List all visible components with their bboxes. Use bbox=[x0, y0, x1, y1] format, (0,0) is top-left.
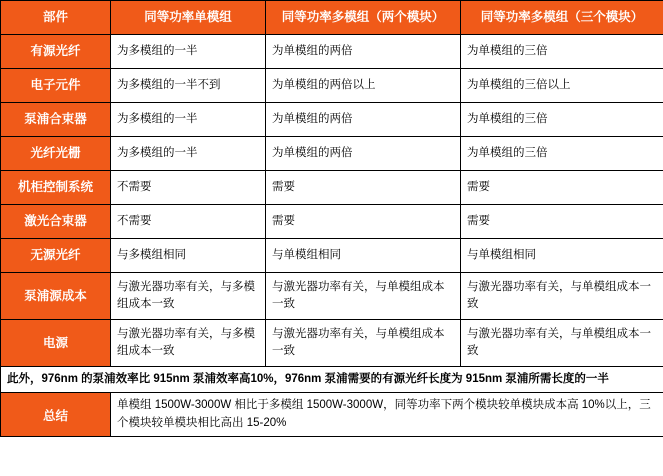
row-header-power-supply: 电源 bbox=[1, 320, 111, 367]
cell-electronic-components-three: 为单模组的三倍以上 bbox=[461, 69, 663, 103]
cell-power-supply-three: 与激光器功率有关，与单模组成本一致 bbox=[461, 320, 663, 367]
cell-fiber-grating-single: 为多模组的一半 bbox=[111, 137, 266, 171]
cell-cabinet-control-system-single: 不需要 bbox=[111, 171, 266, 205]
cell-laser-combiner-two: 需要 bbox=[266, 205, 461, 239]
cell-laser-combiner-single: 不需要 bbox=[111, 205, 266, 239]
table-row bbox=[1, 137, 663, 171]
cell-pump-combiner-three: 为单模组的三倍 bbox=[461, 103, 663, 137]
table-row bbox=[1, 205, 663, 239]
cell-electronic-components-single: 为多模组的一半不到 bbox=[111, 69, 266, 103]
row-header-pump-combiner: 泵浦合束器 bbox=[1, 103, 111, 137]
summary-text: 单模组 1500W-3000W 相比于多模组 1500W-3000W，同等功率下两个模块较单模块成本高 10%以上，三个模块较单模块相比高出 15-20% bbox=[111, 393, 663, 437]
cell-passive-fiber-three: 与单模组相同 bbox=[461, 239, 663, 273]
cell-power-supply-two: 与激光器功率有关，与单模组成本一致 bbox=[266, 320, 461, 367]
cell-electronic-components-two: 为单模组的两倍以上 bbox=[266, 69, 461, 103]
cell-fiber-grating-three: 为单模组的三倍 bbox=[461, 137, 663, 171]
cell-cabinet-control-system-two: 需要 bbox=[266, 171, 461, 205]
cell-pump-source-cost-single: 与激光器功率有关，与多模组成本一致 bbox=[111, 273, 266, 320]
cell-pump-source-cost-two: 与激光器功率有关，与单模组成本一致 bbox=[266, 273, 461, 320]
column-header-component: 部件 bbox=[1, 1, 111, 35]
row-header-active-fiber: 有源光纤 bbox=[1, 35, 111, 69]
row-header-fiber-grating: 光纤光栅 bbox=[1, 137, 111, 171]
table-row bbox=[1, 35, 663, 69]
cell-fiber-grating-two: 为单模组的两倍 bbox=[266, 137, 461, 171]
column-header-multi-module-three: 同等功率多模组（三个模块） bbox=[461, 1, 663, 35]
table-row bbox=[1, 320, 663, 367]
cell-passive-fiber-single: 与多模组相同 bbox=[111, 239, 266, 273]
cell-laser-combiner-three: 需要 bbox=[461, 205, 663, 239]
cell-cabinet-control-system-three: 需要 bbox=[461, 171, 663, 205]
row-header-laser-combiner: 激光合束器 bbox=[1, 205, 111, 239]
cell-active-fiber-single: 为多模组的一半 bbox=[111, 35, 266, 69]
column-header-multi-module-two: 同等功率多模组（两个模块） bbox=[266, 1, 461, 35]
cell-passive-fiber-two: 与单模组相同 bbox=[266, 239, 461, 273]
table-header-row bbox=[1, 1, 663, 35]
table-row bbox=[1, 273, 663, 320]
cell-pump-source-cost-three: 与激光器功率有关，与单模组成本一致 bbox=[461, 273, 663, 320]
cell-pump-combiner-single: 为多模组的一半 bbox=[111, 103, 266, 137]
table-row bbox=[1, 103, 663, 137]
row-header-electronic-components: 电子元件 bbox=[1, 69, 111, 103]
table-row bbox=[1, 171, 663, 205]
cell-pump-combiner-two: 为单模组的两倍 bbox=[266, 103, 461, 137]
note-text: 此外，976nm 的泵浦效率比 915nm 泵浦效率高10%，976nm 泵浦需要的有源光纤长度为 915nm 泵浦所需长度的一半 bbox=[1, 367, 663, 393]
row-header-cabinet-control-system: 机柜控制系统 bbox=[1, 171, 111, 205]
cell-active-fiber-two: 为单模组的两倍 bbox=[266, 35, 461, 69]
table-row bbox=[1, 239, 663, 273]
summary-row bbox=[1, 393, 663, 437]
summary-label: 总结 bbox=[1, 393, 111, 437]
cell-active-fiber-three: 为单模组的三倍 bbox=[461, 35, 663, 69]
row-header-pump-source-cost: 泵浦源成本 bbox=[1, 273, 111, 320]
column-header-single-module: 同等功率单模组 bbox=[111, 1, 266, 35]
row-header-passive-fiber: 无源光纤 bbox=[1, 239, 111, 273]
note-row bbox=[1, 367, 663, 393]
table-row bbox=[1, 69, 663, 103]
cell-power-supply-single: 与激光器功率有关，与多模组成本一致 bbox=[111, 320, 266, 367]
